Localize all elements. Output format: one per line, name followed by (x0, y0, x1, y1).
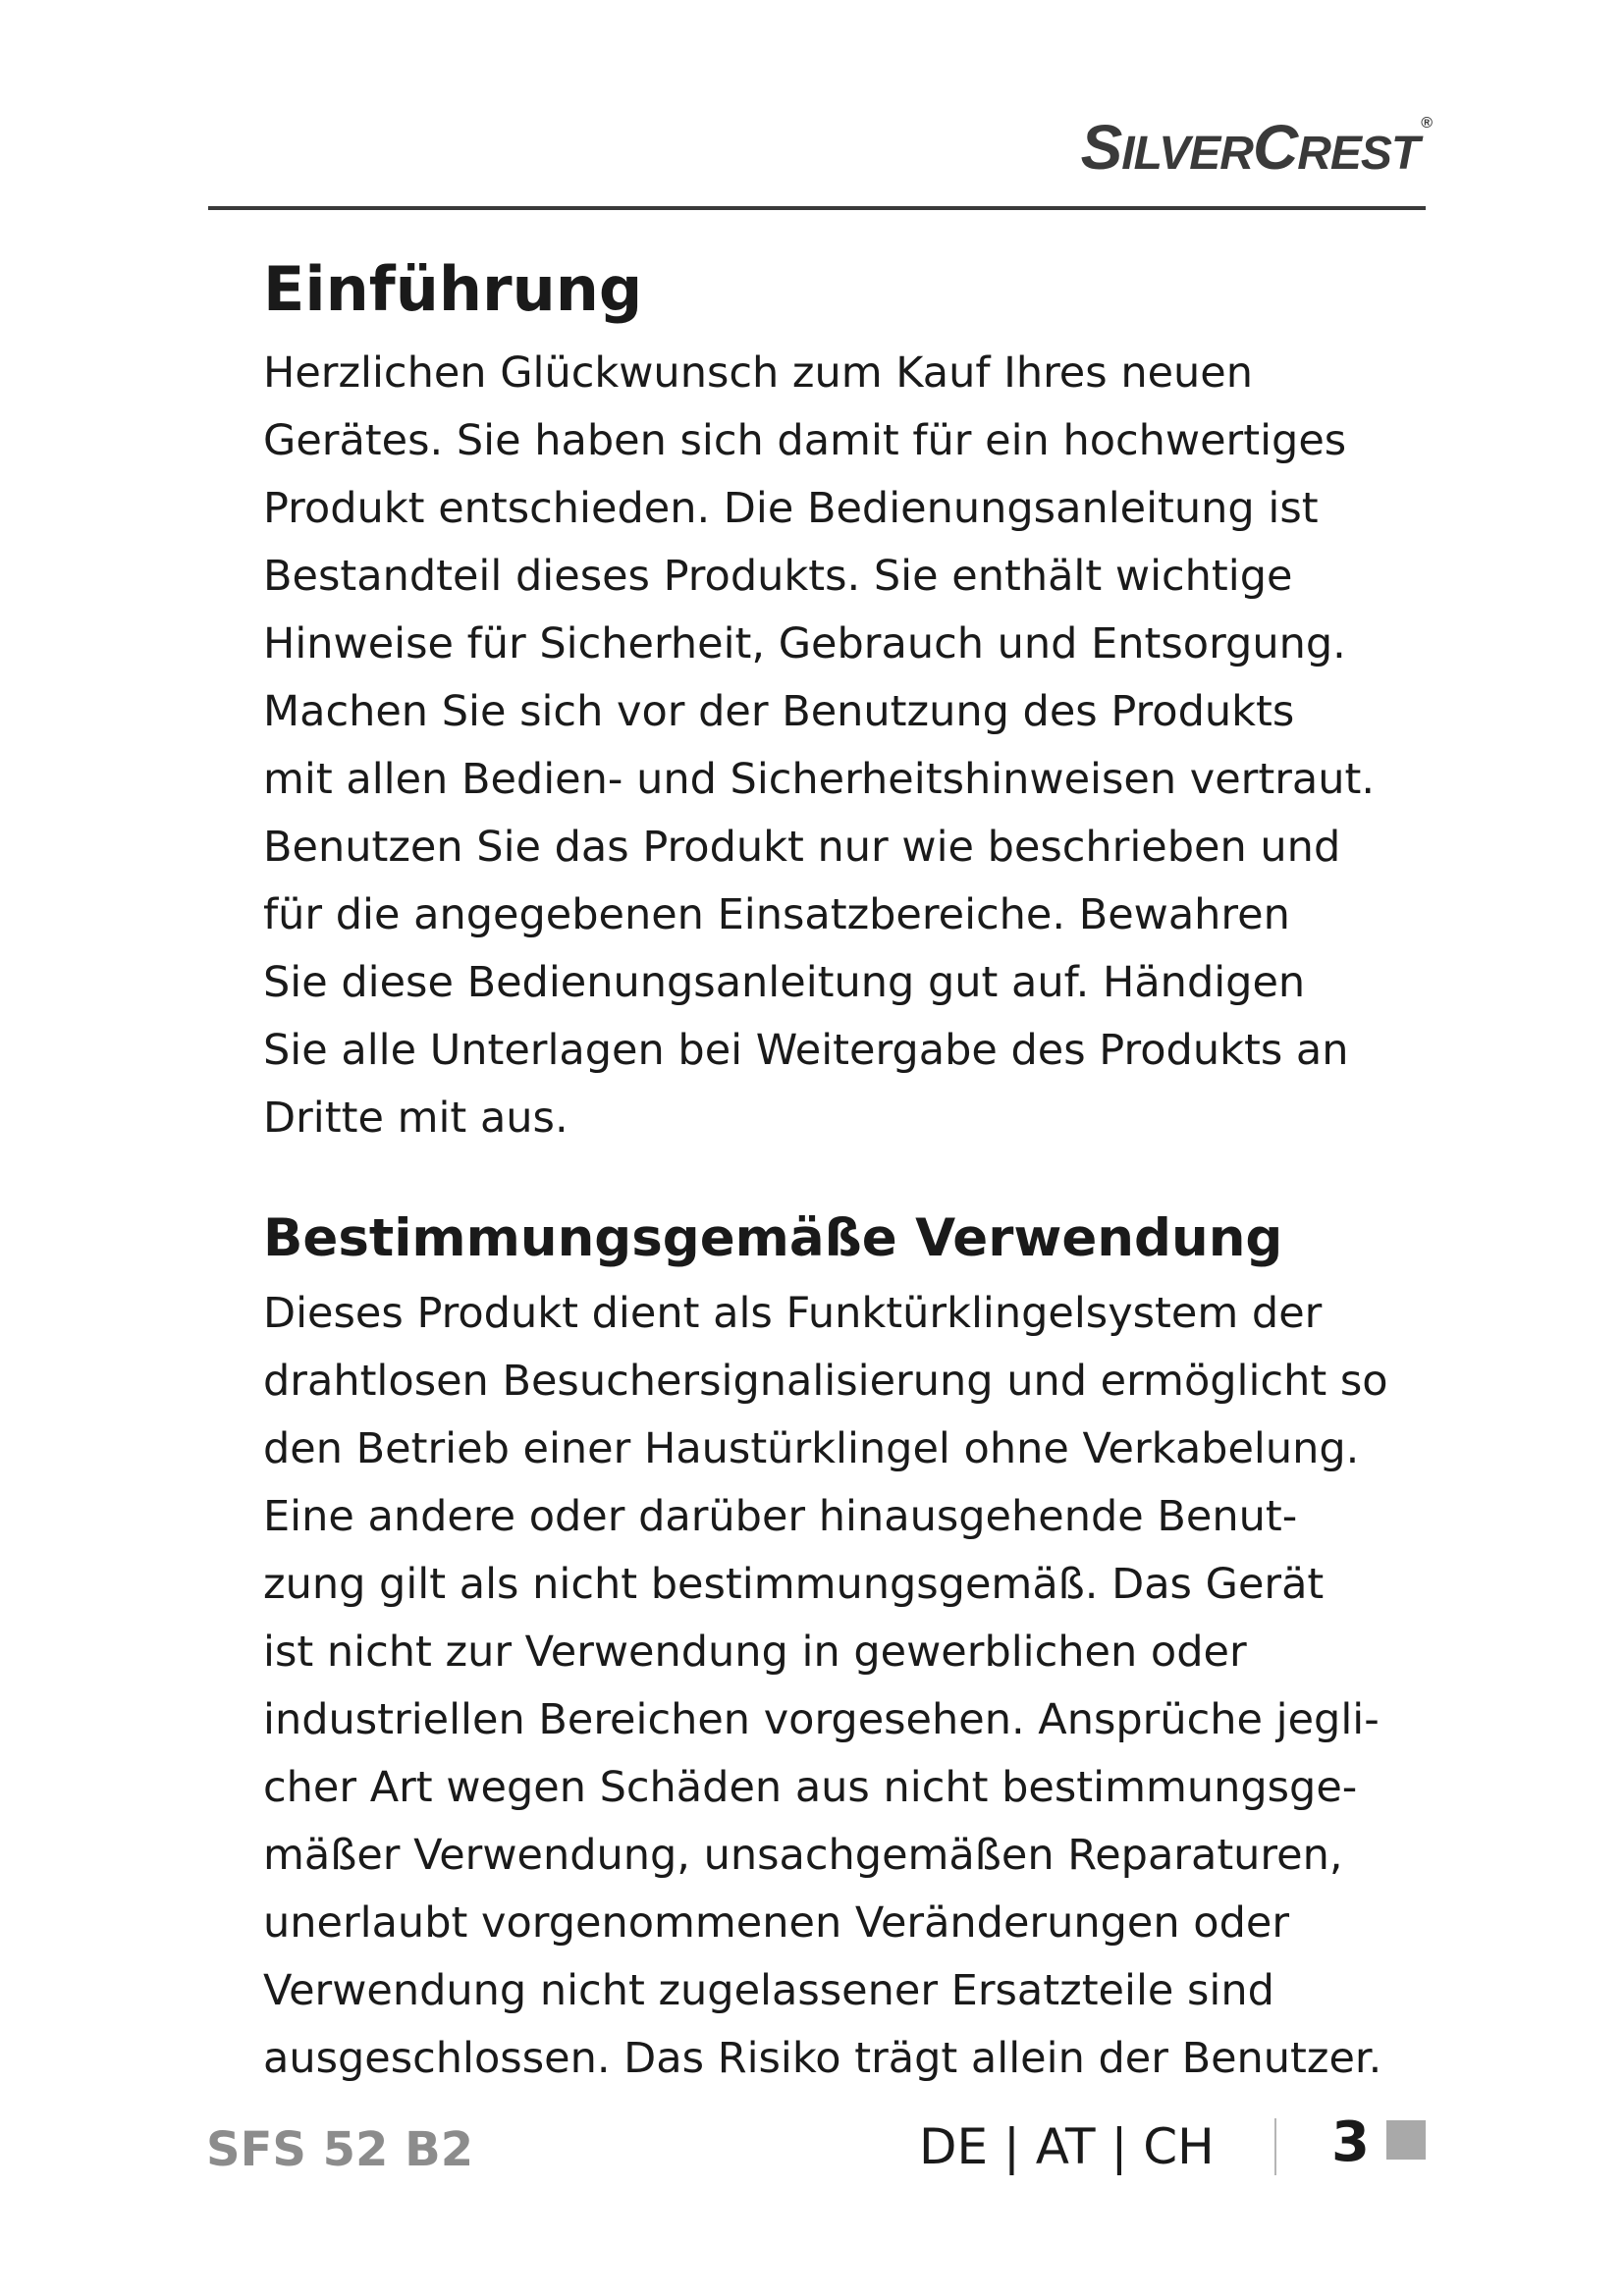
paragraph-line: industriellen Bereichen vorgesehen. Ansprüche jegli- (263, 1694, 1380, 1744)
paragraph-line: Verwendung nicht zugelassener Ersatzteile sind (263, 1965, 1274, 2015)
paragraph-line: Machen Sie sich vor der Benutzung des Produkts (263, 687, 1295, 737)
introduction-paragraph (263, 340, 1392, 1152)
registered-mark: ® (1421, 115, 1432, 132)
paragraph-line: ausgeschlossen. Das Risiko trägt allein der Benutzer. (263, 2033, 1382, 2083)
paragraph-line: ist nicht zur Verwendung in gewerblichen oder (263, 1627, 1247, 1677)
paragraph-line: für die angegebenen Einsatzbereiche. Bewahren (263, 890, 1290, 940)
section-heading-introduction: Einführung (263, 253, 643, 325)
page-marker-square (1386, 2120, 1426, 2160)
logo-letters: REST (1297, 128, 1420, 180)
paragraph-line: Benutzen Sie das Produkt nur wie beschrieben und (263, 823, 1341, 873)
page-content (263, 253, 1392, 2093)
paragraph-line: Hinweise für Sicherheit, Gebrauch und Entsorgung. (263, 619, 1346, 669)
paragraph-line: den Betrieb einer Haustürklingel ohne Verkabelung. (263, 1423, 1360, 1473)
paragraph-line: Sie diese Bedienungsanleitung gut auf. Händigen (263, 958, 1306, 1008)
paragraph-line: mäßer Verwendung, unsachgemäßen Reparaturen, (263, 1830, 1343, 1880)
brand-logo (1080, 112, 1432, 183)
intended-use-paragraph (263, 1280, 1392, 2093)
paragraph-line: Eine andere oder darüber hinausgehende Benut- (263, 1491, 1298, 1541)
paragraph-line: zung gilt als nicht bestimmungsgemäß. Das Gerät (263, 1559, 1325, 1609)
paragraph-line: drahtlosen Besuchersignalisierung und ermöglicht so (263, 1356, 1388, 1406)
paragraph-line: mit allen Bedien- und Sicherheitshinweisen vertraut. (263, 755, 1376, 805)
paragraph-line: Bestandteil dieses Produkts. Sie enthält wichtige (263, 552, 1293, 602)
paragraph-line: Gerätes. Sie haben sich damit für ein hochwertiges (263, 416, 1347, 466)
section-heading-intended-use: Bestimmungsgemäße Verwendung (263, 1208, 1283, 1269)
footer-divider (1274, 2118, 1276, 2175)
logo-letter: C (1252, 112, 1298, 183)
paragraph-line: Dieses Produkt dient als Funktürklingelsystem der (263, 1288, 1323, 1338)
paragraph-line: Herzlichen Glückwunsch zum Kauf Ihres neuen (263, 348, 1254, 399)
paragraph-line: cher Art wegen Schäden aus nicht bestimmungsge- (263, 1762, 1358, 1812)
page-number: 3 (1331, 2110, 1370, 2174)
header-rule (208, 206, 1426, 210)
model-number: SFS 52 B2 (206, 2122, 474, 2177)
country-codes: DE | AT | CH (919, 2118, 1215, 2175)
logo-letters: ILVER (1121, 128, 1253, 180)
logo-letter: S (1080, 112, 1122, 183)
paragraph-line: Sie alle Unterlagen bei Weitergabe des Produkts an (263, 1026, 1349, 1076)
paragraph-line: unerlaubt vorgenommenen Veränderungen oder (263, 1897, 1290, 1948)
paragraph-line: Dritte mit aus. (263, 1094, 568, 1144)
paragraph-line: Produkt entschieden. Die Bedienungsanleitung ist (263, 484, 1319, 534)
